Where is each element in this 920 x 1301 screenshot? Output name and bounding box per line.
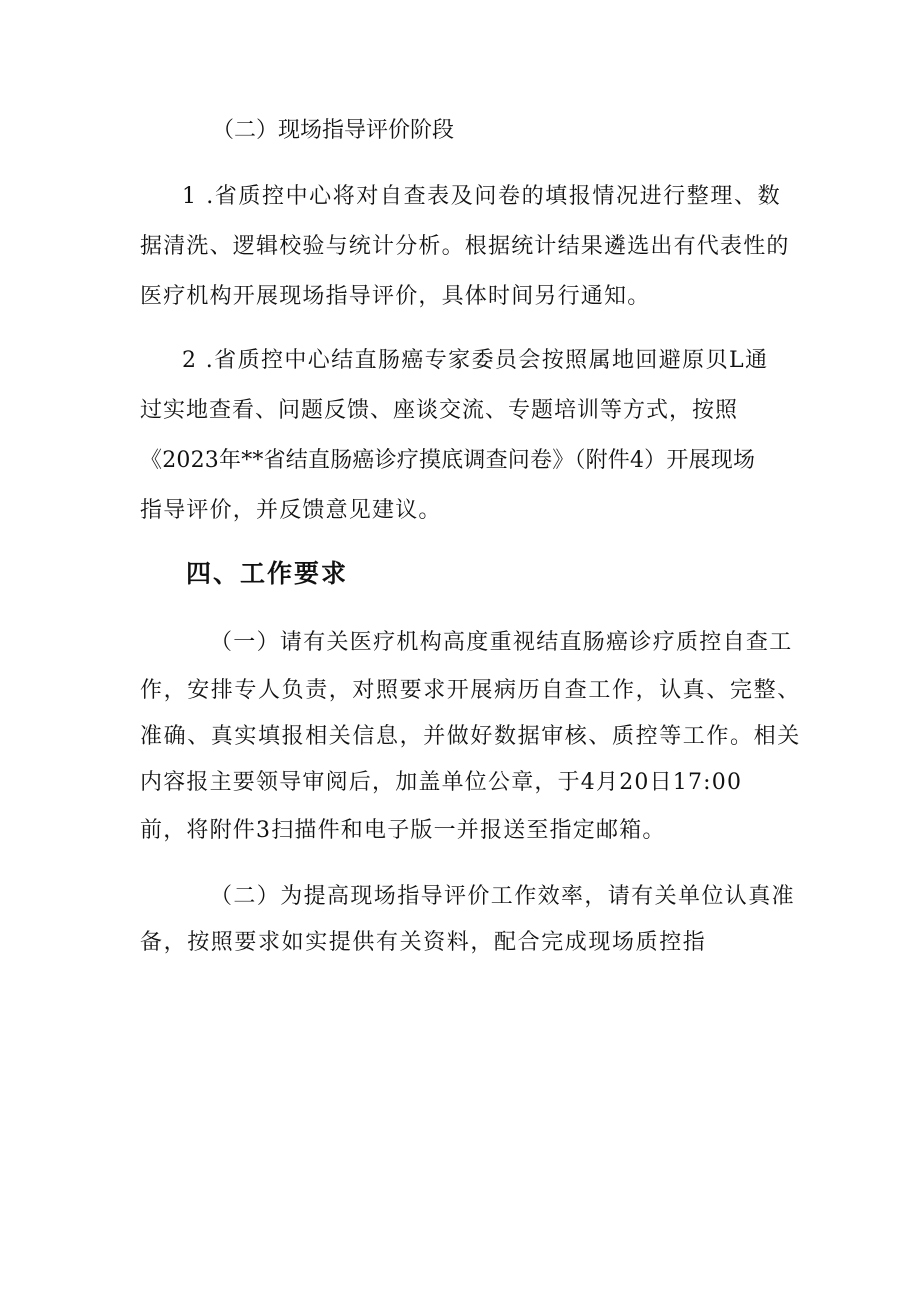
- paragraph-2-line-4: 指导评价，并反馈意见建议。: [140, 498, 442, 523]
- paragraph-1-line-2: 据清洗、逻辑校验与统计分析。根据统计结果遴选出有代表性的: [140, 234, 790, 259]
- paragraph-1-line-3: 医疗机构开展现场指导评价，具体时间另行通知。: [140, 284, 651, 309]
- paragraph-1-line-1: 1 .省质控中心将对自查表及问卷的填报情况进行整理、数: [182, 184, 782, 209]
- paragraph-3-line-1: （一）请有关医疗机构高度重视结直肠癌诊疗质控自查工: [210, 630, 793, 655]
- paragraph-4-line-2: 备，按照要求如实提供有关资料，配合完成现场质控指: [140, 930, 707, 955]
- paragraph-2-line-3: 《2023年**省结直肠癌诊疗摸底调查问卷》（附件4）开展现场: [140, 448, 756, 473]
- paragraph-2-line-2: 过实地查看、问题反馈、座谈交流、专题培训等方式，按照: [140, 398, 739, 423]
- section-heading: 四、工作要求: [186, 559, 349, 588]
- paragraph-4-line-1: （二）为提高现场指导评价工作效率，请有关单位认真准: [210, 884, 796, 909]
- paragraph-3-line-3: 准确、真实填报相关信息，并做好数据审核、质控等工作。相关: [140, 724, 801, 749]
- subsection-heading: （二）现场指导评价阶段: [212, 118, 455, 143]
- paragraph-3-line-2: 作，安排专人负责，对照要求开展病历自查工作，认真、完整、: [140, 678, 801, 703]
- paragraph-3-line-5: 前，将附件3扫描件和电子版一并报送至指定邮箱。: [140, 818, 666, 843]
- paragraph-2-line-1: 2 .省质控中心结直肠癌专家委员会按照属地回避原贝L通: [182, 348, 769, 373]
- paragraph-3-line-4: 内容报主要领导审阅后，加盖单位公章，于4月20日17:00: [140, 770, 743, 795]
